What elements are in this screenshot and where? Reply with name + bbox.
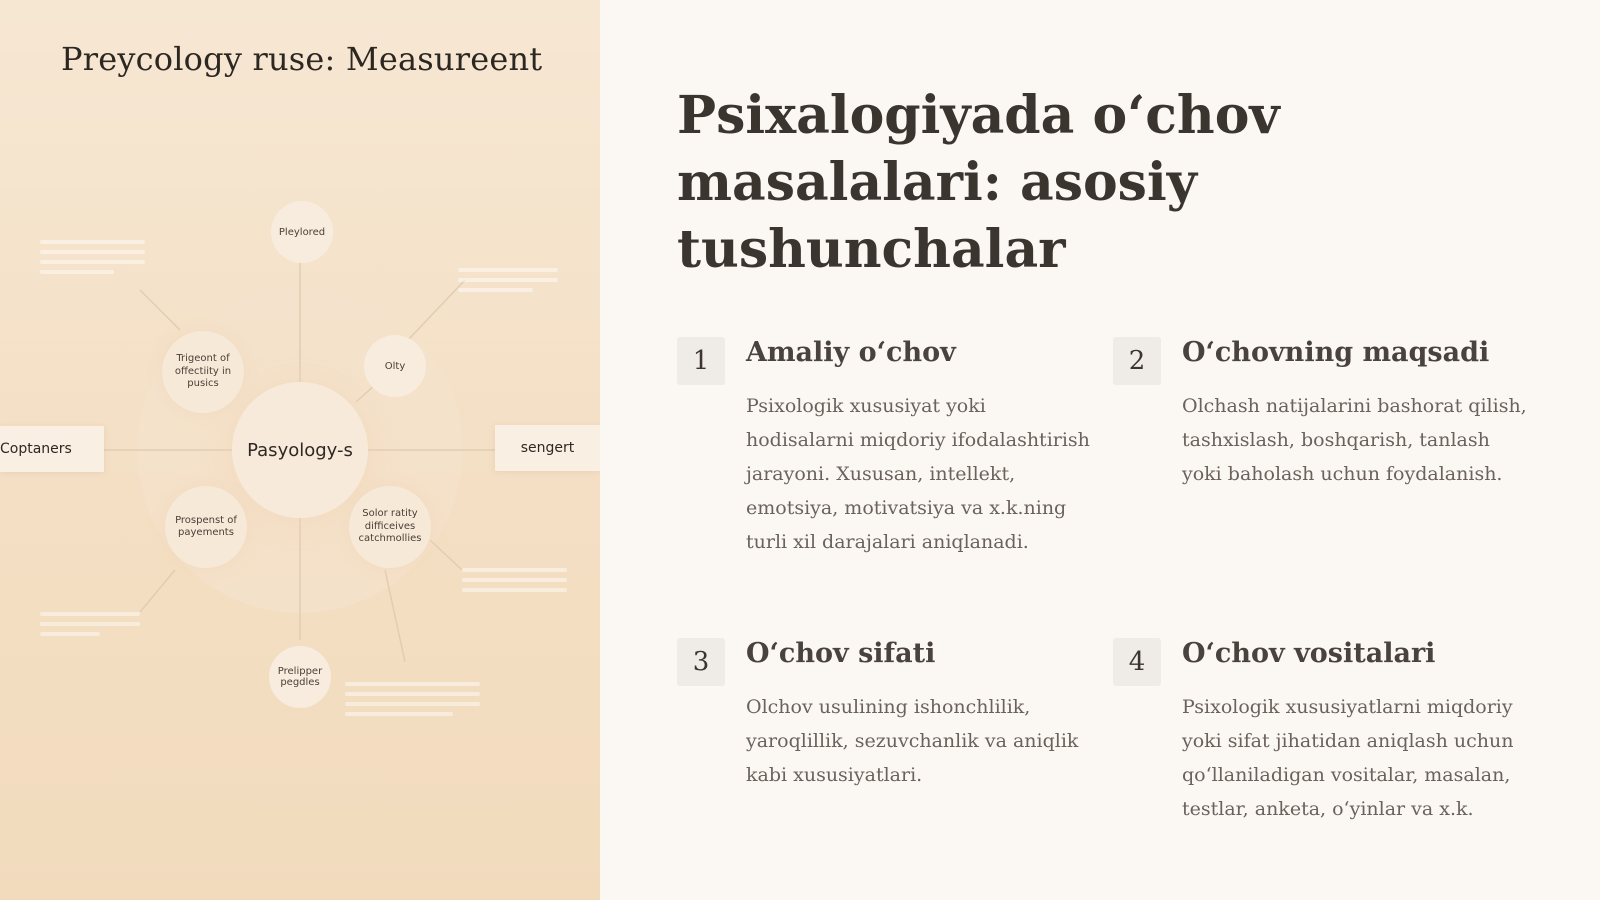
diagram-node-lower-right: Solor ratity difficeives catchmollies — [349, 486, 431, 568]
card-number: 4 — [1113, 638, 1161, 686]
card-heading: Oʻchovning maqsadi — [1182, 337, 1490, 368]
connector-outer-lower-right — [430, 540, 462, 570]
card-number: 2 — [1113, 337, 1161, 385]
card-number: 3 — [677, 638, 725, 686]
connector-outer-lower-bottom — [385, 570, 405, 662]
card-heading: Oʻchov sifati — [746, 638, 936, 669]
concept-diagram — [0, 0, 600, 900]
card-text: Psixologik xususiyat yoki hodisalarni miqdoriy ifodalashtirish jarayoni. Xususan, intellekt, emotsiya, motivatsiya va x.k.ning turli xil darajalari aniqlanadi. — [746, 395, 1090, 553]
connector-outer-upper-right — [408, 280, 465, 340]
card-text: Olchash natijalarini bashorat qilish, tashxislash, boshqarish, tanlash yoki baholash uchun foydalanish. — [1182, 395, 1527, 485]
card-number: 1 — [677, 337, 725, 385]
left-panel — [0, 0, 600, 900]
faded-text-block — [458, 268, 558, 298]
faded-text-block — [345, 682, 480, 722]
card-heading: Amaliy oʻchov — [746, 337, 956, 368]
diagram-center-node: Pasyology-s — [232, 382, 368, 518]
diagram-side-left: Coptaners — [0, 426, 104, 472]
diagram-node-top: Pleylored — [271, 201, 333, 263]
card-text: Psixologik xususiyatlarni miqdoriy yoki sifat jihatidan aniqlash uchun qoʻllaniladigan vositalar, masalan, testlar, anketa, oʻyinlar va x.k. — [1182, 696, 1514, 820]
page-title: Psixalogiyada oʻchov masalalari: asosiy tushunchalar — [677, 85, 1280, 280]
diagram-node-upper-left: Trigeont of offectiity in pusics — [162, 331, 244, 413]
faded-text-block — [40, 240, 145, 280]
diagram-node-lower-left: Prospenst of payements — [165, 486, 247, 568]
diagram-node-upper-right: Olty — [364, 335, 426, 397]
connector-outer-lower-left — [140, 570, 175, 612]
faded-text-block — [40, 612, 140, 642]
diagram-node-bottom: Prelipper pegdles — [269, 646, 331, 708]
diagram-side-right: sengert — [495, 425, 600, 471]
faded-text-block — [462, 568, 567, 598]
card-heading: Oʻchov vositalari — [1182, 638, 1436, 669]
connector-outer-upper-left — [140, 290, 180, 330]
card-text: Olchov usulining ishonchlilik, yaroqlillik, sezuvchanlik va aniqlik kabi xususiyatlari. — [746, 696, 1079, 786]
left-panel-title: Preycology ruse: Measureent — [61, 40, 543, 78]
